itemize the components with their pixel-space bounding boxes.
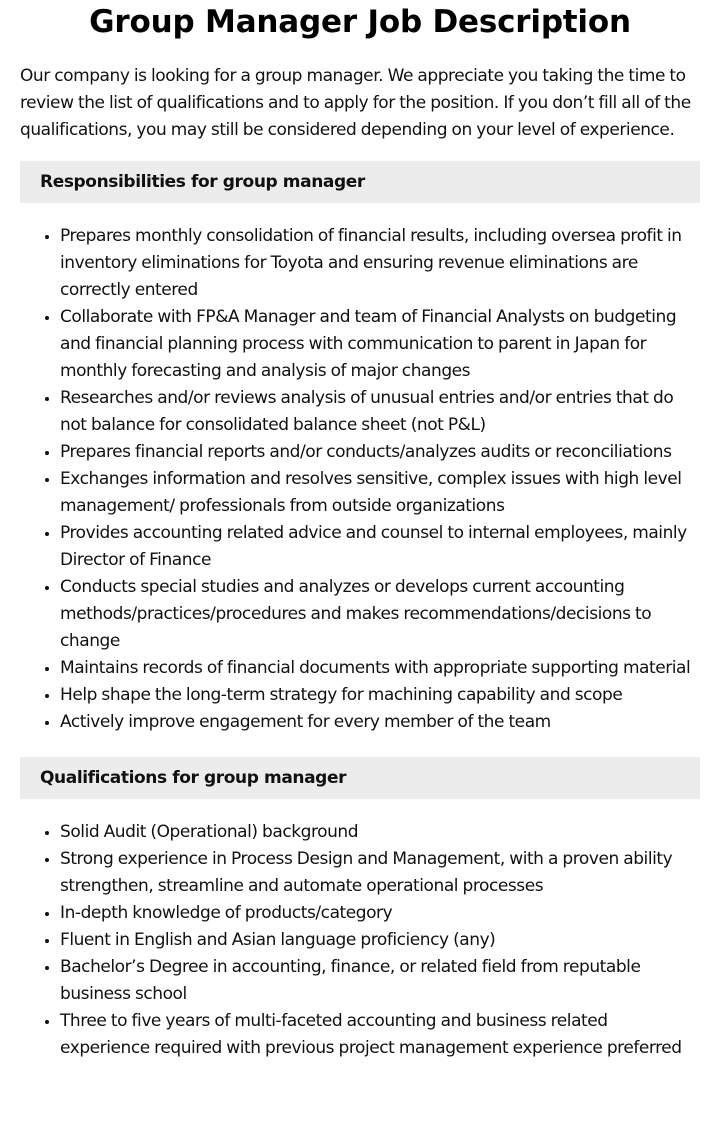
list-item: • Maintains records of financial documents with appropriate supporting material <box>60 655 700 682</box>
list-item: • Exchanges information and resolves sensitive, complex issues with high level management/ professionals from outside organizations <box>60 466 700 520</box>
section-divider <box>20 736 700 740</box>
list-item: • Prepares financial reports and/or conducts/analyzes audits or reconciliations <box>60 439 700 466</box>
list-item: • Collaborate with FP&A Manager and team of Financial Analysts on budgeting and financial planning process with communication to parent in Japan for monthly forecasting and analysis of major changes <box>60 304 700 385</box>
list-item: • Strong experience in Process Design and Management, with a proven ability strengthen, streamline and automate operational processes <box>60 846 700 900</box>
responsibilities-section <box>20 161 700 736</box>
list-item: • Solid Audit (Operational) background <box>60 819 700 846</box>
list-item: • Provides accounting related advice and counsel to internal employees, mainly Director of Finance <box>60 520 700 574</box>
list-item: • Help shape the long-term strategy for machining capability and scope <box>60 682 700 709</box>
list-item: • Conducts special studies and analyzes or develops current accounting methods/practices/procedures and makes recommendations/decisions to change <box>60 574 700 655</box>
qualifications-heading: Qualifications for group manager <box>20 757 700 799</box>
responsibilities-list <box>20 223 700 736</box>
list-item: • Three to five years of multi-faceted accounting and business related experience required with previous project management experience preferred <box>60 1008 700 1062</box>
list-item: • Prepares monthly consolidation of financial results, including oversea profit in inventory eliminations for Toyota and ensuring revenue eliminations are correctly entered <box>60 223 700 304</box>
list-item: • Bachelor’s Degree in accounting, finance, or related field from reputable business school <box>60 954 700 1008</box>
list-item: • In-depth knowledge of products/category <box>60 900 700 927</box>
qualifications-section <box>20 757 700 1062</box>
list-item: • Fluent in English and Asian language proficiency (any) <box>60 927 700 954</box>
responsibilities-heading: Responsibilities for group manager <box>20 161 700 203</box>
intro-paragraph: Our company is looking for a group manager. We appreciate you taking the time to review the list of qualifications and to apply for the position. If you don’t fill all of the qualifications, you may still be considered depending on your level of experience. <box>20 66 691 140</box>
list-item: • Researches and/or reviews analysis of unusual entries and/or entries that do not balance for consolidated balance sheet (not P&L) <box>60 385 700 439</box>
qualifications-list <box>20 819 700 1062</box>
page-title: Group Manager Job Description <box>89 4 631 40</box>
list-item: • Actively improve engagement for every member of the team <box>60 709 700 736</box>
